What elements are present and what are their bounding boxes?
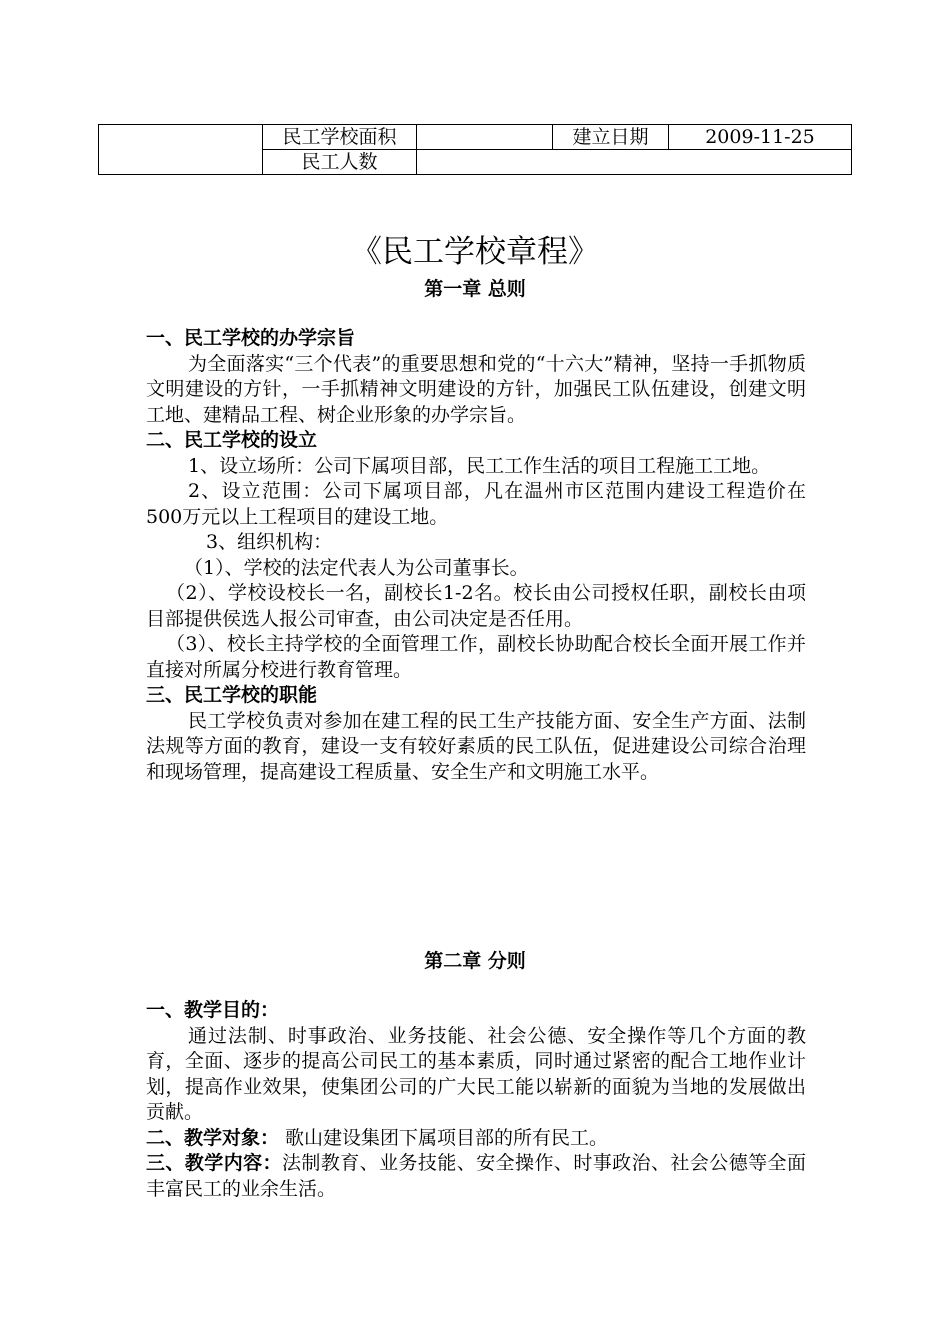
paragraph: （1）、学校的法定代表人为公司董事长。 [184,556,529,579]
paragraph [146,1126,806,1152]
chapter2-title: 第二章 分则 [424,950,526,972]
section-heading: 二、民工学校的设立 [146,429,318,451]
paragraph: （2）、学校设校长一名，副校长1-2名。校长由公司授权任职，副校长由项目部提供侯选人报公司审查，由公司决定是否任用。 [146,582,806,630]
section-heading: 二、教学对象： [146,1126,280,1149]
paragraph: 民工学校负责对参加在建工程的民工生产技能方面、安全生产方面、法制法规等方面的教育，建设一支有较好素质的民工队伍，促进建设公司综合治理和现场管理，提高建设工程质量、安全生产和文明施工水平。 [146,709,806,783]
paragraph: （3）、校长主持学校的全面管理工作，副校长协助配合校长全面开展工作并直接对所属分校进行教育管理。 [146,633,806,681]
chapter2-body [146,998,806,1202]
workers-label: 民工人数 [263,150,417,175]
paragraph: 1、设立场所：公司下属项目部，民工工作生活的项目工程施工工地。 [188,454,771,477]
inline-text: 法制教育、业务技能、安全操作、时事政治、社会公德等全面丰富民工的业余生活。 [146,1152,806,1200]
area-label: 民工学校面积 [263,125,417,150]
date-value: 2009-11-25 [669,125,852,150]
blank-cell [99,125,263,175]
chapter1-body [146,326,806,785]
section-heading: 一、教学目的： [146,999,280,1021]
area-value [417,125,553,150]
paragraph: 为全面落实“三个代表”的重要思想和党的“十六大”精神，坚持一手抓物质文明建设的方针，一手抓精神文明建设的方针，加强民工队伍建设，创建文明工地、建精品工程、树企业形象的办学宗旨。 [146,352,806,426]
paragraph: 通过法制、时事政治、业务技能、社会公德、安全操作等几个方面的教育，全面、逐步的提高公司民工的基本素质，同时通过紧密的配合工地作业计划，提高作业效果，使集团公司的广大民工能以崭新的面貌为当地的发展做出贡献。 [146,1024,806,1123]
paragraph: 2、设立范围：公司下属项目部，凡在温州市区范围内建设工程造价在500万元以上工程项目的建设工地。 [146,480,806,528]
school-info-table [98,124,852,175]
paragraph [146,1151,806,1202]
section-heading: 一、民工学校的办学宗旨 [146,327,356,349]
document-title: 《民工学校章程》 [351,234,599,270]
table-row [99,125,852,150]
inline-text: 歌山建设集团下属项目部的所有民工。 [279,1126,609,1149]
date-label: 建立日期 [553,125,669,150]
chapter1-title: 第一章 总则 [424,278,526,300]
paragraph: 3、组织机构： [206,531,333,553]
workers-value [417,150,852,175]
section-heading: 三、民工学校的职能 [146,684,318,706]
section-heading: 三、教学内容： [146,1152,282,1174]
